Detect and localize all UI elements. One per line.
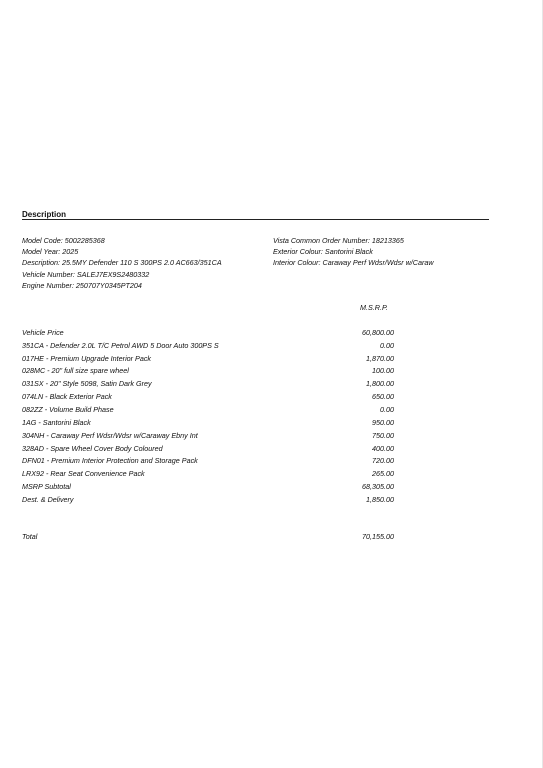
line-item-row — [22, 339, 397, 352]
line-item-amount: 1,870.00 — [366, 353, 394, 363]
vehicle-description: Description: 25.5MY Defender 110 S 300PS 2.0 AC663/351CA — [22, 258, 222, 268]
line-item-description: LRX92 - Rear Seat Convenience Pack — [22, 469, 145, 479]
engine-number: Engine Number: 250707Y0345PT204 — [22, 280, 142, 290]
line-item-amount: 1,800.00 — [366, 379, 394, 389]
line-item-row — [22, 377, 397, 390]
line-item-row — [22, 326, 397, 339]
line-item-row — [22, 365, 397, 378]
line-item-amount: 750.00 — [372, 430, 394, 440]
line-item-amount: 400.00 — [372, 443, 394, 453]
total-label: Total — [22, 531, 38, 541]
line-item-amount: 100.00 — [372, 366, 394, 376]
line-item-description: 074LN - Black Exterior Pack — [22, 392, 112, 402]
line-item-description: 351CA - Defender 2.0L T/C Petrol AWD 5 Door Auto 300PS S — [22, 340, 219, 350]
line-item-row — [22, 442, 397, 455]
msrp-column-header: M.S.R.P. — [360, 303, 388, 312]
line-item-amount: 265.00 — [372, 469, 394, 479]
line-item-row — [22, 429, 397, 442]
line-item-amount: 0.00 — [380, 404, 394, 414]
line-item-row — [22, 454, 397, 467]
model-year: Model Year: 2025 — [22, 247, 79, 257]
line-item-row — [22, 493, 397, 506]
line-item-row — [22, 480, 397, 493]
section-title: Description — [22, 210, 67, 219]
line-items-list — [22, 326, 397, 506]
vehicle-info-left — [22, 235, 222, 291]
line-item-description: 1AG - Santorini Black — [22, 417, 91, 427]
line-item-description: Vehicle Price — [22, 327, 64, 337]
line-item-row — [22, 352, 397, 365]
vehicle-number: Vehicle Number: SALEJ7EX9S2480332 — [22, 269, 150, 279]
line-item-row — [22, 467, 397, 480]
line-item-row — [22, 416, 397, 429]
line-item-amount: 650.00 — [372, 392, 394, 402]
line-item-row — [22, 403, 397, 416]
line-item-description: 082ZZ - Volume Build Phase — [22, 404, 114, 414]
line-item-amount: 0.00 — [380, 340, 394, 350]
line-item-description: 304NH - Caraway Perf Wdsr/Wdsr w/Caraway Ebny Int — [22, 430, 198, 440]
line-item-row — [22, 390, 397, 403]
total-row — [22, 530, 397, 542]
line-item-description: DFN01 - Premium Interior Protection and Storage Pack — [22, 456, 198, 466]
vehicle-info-right — [273, 235, 434, 269]
line-item-amount: 720.00 — [372, 456, 394, 466]
line-item-description: Dest. & Delivery — [22, 494, 74, 504]
line-item-amount: 60,800.00 — [362, 327, 394, 337]
section-divider — [22, 219, 489, 220]
line-item-description: MSRP Subtotal — [22, 482, 71, 492]
line-item-description: 328AD - Spare Wheel Cover Body Coloured — [22, 443, 163, 453]
line-item-amount: 68,305.00 — [362, 482, 394, 492]
line-item-description: 017HE - Premium Upgrade Interior Pack — [22, 353, 152, 363]
line-item-amount: 950.00 — [372, 417, 394, 427]
order-number: Vista Common Order Number: 18213365 — [273, 236, 404, 245]
total-amount: 70,155.00 — [362, 531, 394, 541]
exterior-colour: Exterior Colour: Santorini Black — [273, 247, 373, 257]
interior-colour: Interior Colour: Caraway Perf Wdsr/Wdsr w/Caraw — [273, 258, 434, 268]
line-item-amount: 1,850.00 — [366, 494, 394, 504]
model-code: Model Code: 5002285368 — [22, 236, 105, 245]
line-item-description: 028MC - 20" full size spare wheel — [22, 366, 129, 376]
line-item-description: 031SX - 20" Style 5098, Satin Dark Grey — [22, 379, 152, 389]
